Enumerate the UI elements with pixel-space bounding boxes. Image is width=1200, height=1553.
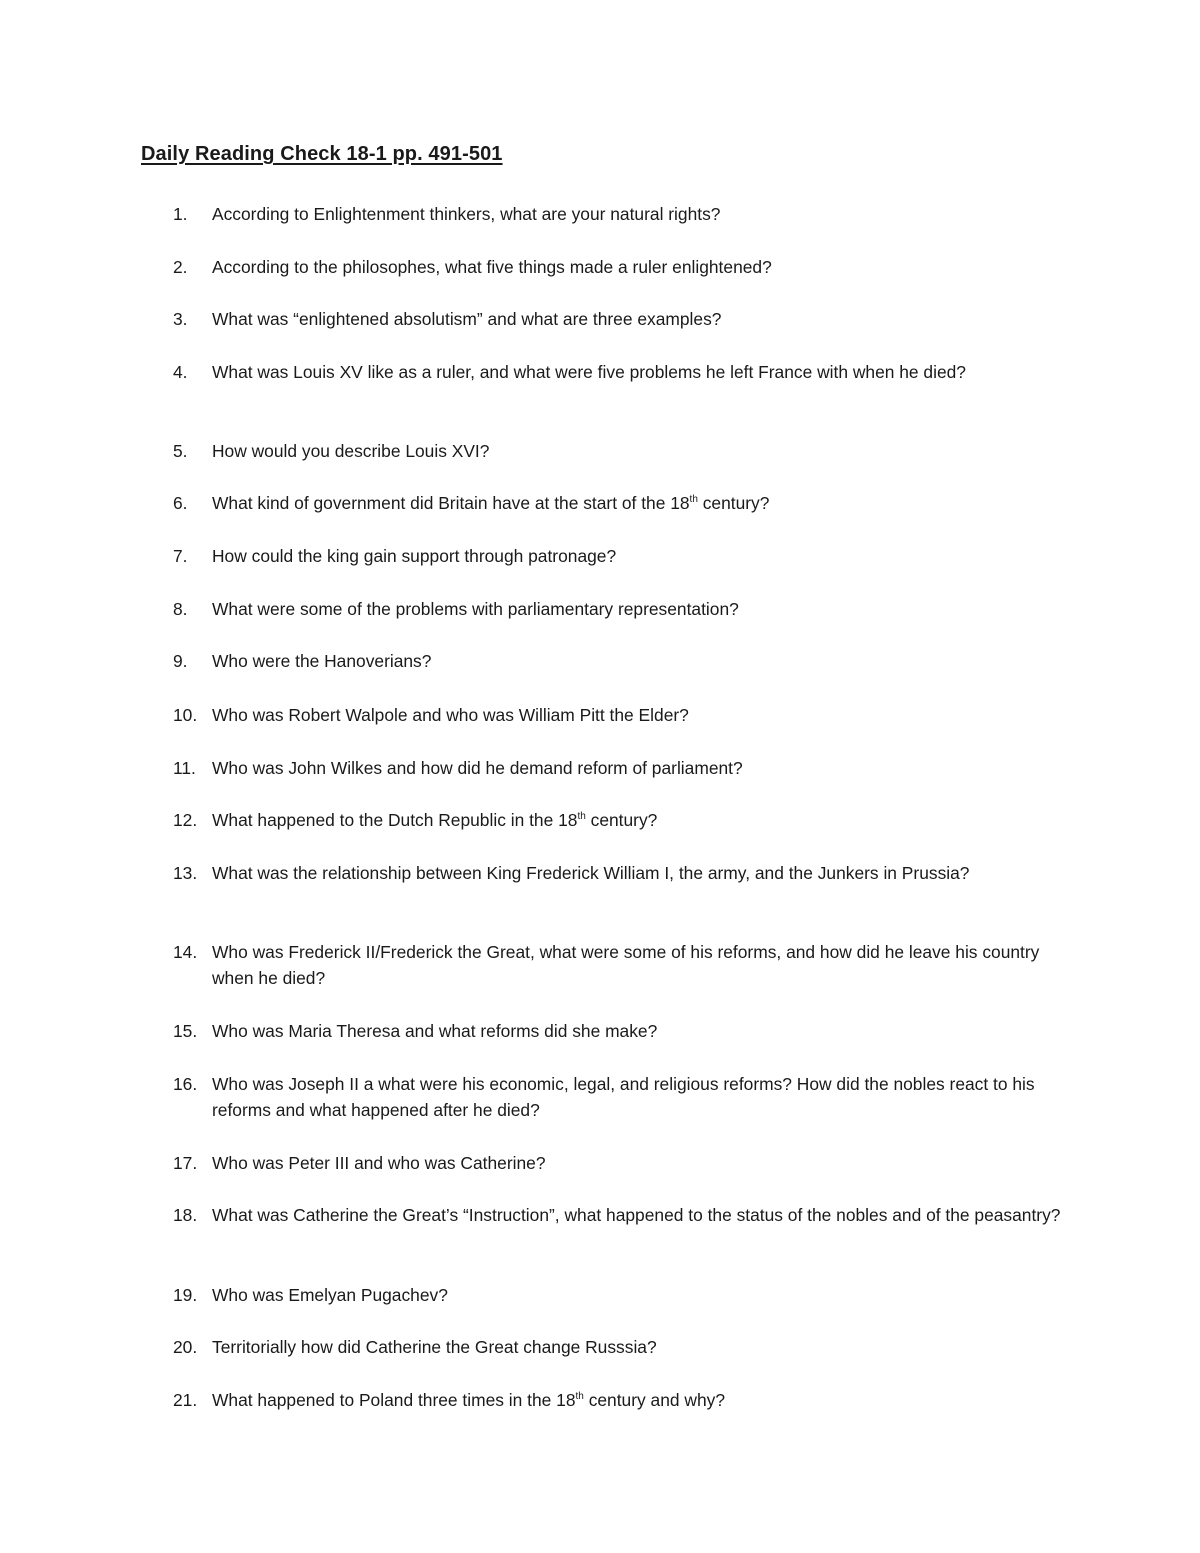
question-number: 17. — [173, 1153, 198, 1173]
question-text: Who was Robert Walpole and who was William Pitt the Elder? — [212, 705, 689, 725]
question-text: According to Enlightenment thinkers, what are your natural rights? — [212, 204, 721, 224]
ordinal-superscript: th — [577, 811, 586, 823]
question-text: Who was Joseph II a what were his economic, legal, and religious reforms? How did the nobles react to his reforms and what happened after he died? — [212, 1074, 1035, 1120]
question-number: 21. — [173, 1390, 198, 1410]
question-number: 5. — [173, 441, 188, 461]
question-text: Territorially how did Catherine the Great change Russsia? — [212, 1337, 657, 1357]
question-text — [212, 490, 1072, 516]
question-text — [212, 807, 1072, 833]
question-text: What was Catherine the Great’s “Instruction”, what happened to the status of the nobles and of the peasantry? — [212, 1205, 1061, 1225]
question-text — [212, 1387, 1072, 1413]
question-text: What were some of the problems with parliamentary representation? — [212, 599, 739, 619]
question-number: 16. — [173, 1074, 198, 1094]
question-number: 2. — [173, 257, 188, 277]
question-text: According to the philosophes, what five things made a ruler enlightened? — [212, 257, 772, 277]
question-number: 4. — [173, 362, 188, 382]
question-text: What was “enlightened absolutism” and what are three examples? — [212, 309, 722, 329]
question-text-part: century? — [697, 493, 770, 513]
question-number: 9. — [173, 651, 188, 671]
question-text-part: What happened to the Dutch Republic in the 18 — [212, 810, 578, 830]
question-number: 14. — [173, 942, 198, 962]
question-text: Who was Emelyan Pugachev? — [212, 1285, 448, 1305]
question-text: Who was John Wilkes and how did he demand reform of parliament? — [212, 758, 743, 778]
question-number: 8. — [173, 599, 188, 619]
question-text: Who was Peter III and who was Catherine? — [212, 1153, 546, 1173]
ordinal-superscript: th — [575, 1391, 584, 1403]
question-text: Who was Maria Theresa and what reforms did she make? — [212, 1021, 658, 1041]
question-text: How would you describe Louis XVI? — [212, 441, 490, 461]
question-number: 15. — [173, 1021, 198, 1041]
question-text: What was Louis XV like as a ruler, and what were five problems he left France with when he died? — [212, 362, 966, 382]
question-number: 3. — [173, 309, 188, 329]
question-number: 13. — [173, 863, 198, 883]
question-number: 10. — [173, 705, 198, 725]
question-text-part: What happened to Poland three times in the 18 — [212, 1390, 576, 1410]
question-text-part: century and why? — [583, 1390, 725, 1410]
question-number: 18. — [173, 1205, 198, 1225]
page-title: Daily Reading Check 18-1 pp. 491-501 — [141, 143, 503, 165]
question-text-part: What kind of government did Britain have at the start of the 18 — [212, 493, 690, 513]
question-number: 19. — [173, 1285, 198, 1305]
question-number: 20. — [173, 1337, 198, 1357]
ordinal-superscript: th — [689, 494, 698, 506]
question-text: Who was Frederick II/Frederick the Great, what were some of his reforms, and how did he leave his country when he died? — [212, 942, 1040, 988]
question-text: What was the relationship between King Frederick William I, the army, and the Junkers in Prussia? — [212, 863, 970, 883]
question-text: How could the king gain support through patronage? — [212, 546, 617, 566]
question-text-part: century? — [585, 810, 658, 830]
question-number: 7. — [173, 546, 188, 566]
question-number: 6. — [173, 493, 188, 513]
question-number: 12. — [173, 810, 198, 830]
question-number: 1. — [173, 204, 188, 224]
question-text: Who were the Hanoverians? — [212, 651, 432, 671]
question-number: 11. — [173, 758, 196, 778]
